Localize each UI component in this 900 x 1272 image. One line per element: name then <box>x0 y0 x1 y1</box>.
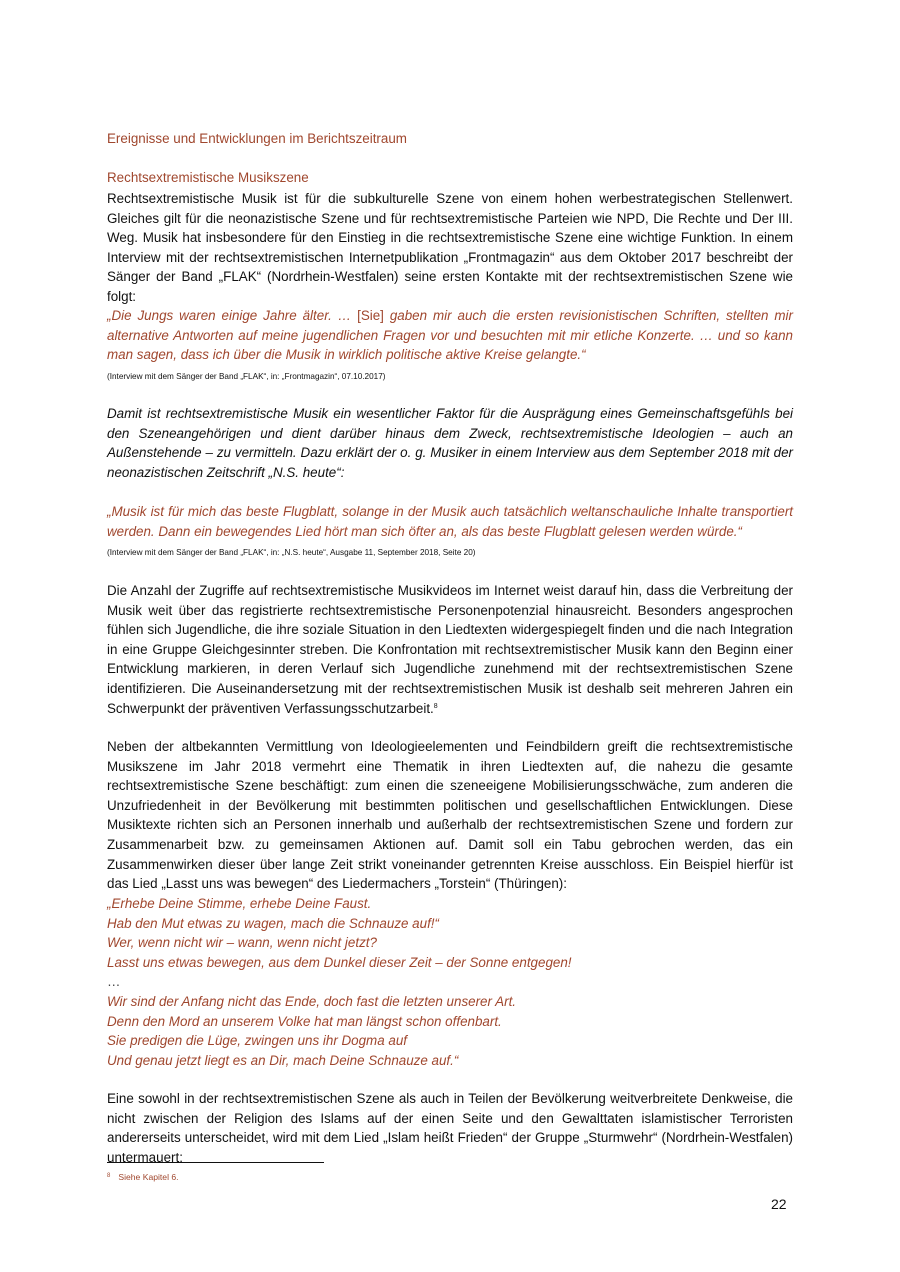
lyric-line: Hab den Mut etwas zu wagen, mach die Schnauze auf!“ <box>107 915 439 931</box>
lyric-line: „Erhebe Deine Stimme, erhebe Deine Faust. <box>107 896 372 911</box>
quote-part: gaben mir auch die ersten revisionistischen Schriften, stellten mir alternative Antworten auf meine jugendlichen Fragen vor und besuchten mit mir etliche Konzerte. … und so kann man sagen, dass ich über die Musik in wirklich politische aktive Kreise gelangte.“ <box>107 308 793 363</box>
footnote <box>107 1172 179 1182</box>
footnote-divider <box>107 1162 324 1163</box>
lyric-line: Wer, wenn nicht wir – wann, wenn nicht jetzt? <box>107 935 377 951</box>
paragraph-musikvideos <box>107 581 793 718</box>
footnote-reference[interactable]: 8 <box>433 702 438 710</box>
lyric-line: Denn den Mord an unserem Volke hat man längst schon offenbart. <box>107 1013 502 1029</box>
quote-ns-heute: „Musik ist für mich das beste Flugblatt, solange in der Musik auch tatsächlich weltanschauliche Inhalte transportiert werden. Dann ein bewegendes Lied hört man sich öfter an, als das beste Flugblatt gelesen werden würde.“ <box>107 504 793 539</box>
lyric-line: Wir sind der Anfang nicht das Ende, doch fast die letzten unserer Art. <box>107 993 517 1009</box>
quote-insert: [Sie] <box>357 308 384 323</box>
paragraph-thematik: Neben der altbekannten Vermittlung von Ideologieelementen und Feindbildern greift die rechtsextremistische Musikszene im Jahr 2018 vermehrt eine Thematik in ihren Liedtexten auf, die nahezu die gesamte rechtsextremistische Szene beschäftigt: zum einen die szeneeigene Mobilisierungsschwäche, zum anderen die Unzufriedenheit in der Bevölkerung mit bestimmten politischen und gesellschaftlichen Entwicklungen. Diese Musiktexte richten sich an Personen innerhalb und außerhalb der rechtsextremistischen Szene und fordern zur Zusammenarbeit bzw. zu gemeinsamen Aktionen auf. Damit soll ein Tabu gebrochen werden, das ein Zusammenwirken dieser über lange Zeit strikt voneinander getrennten Kreise ausschloss. Ein Beispiel hierfür ist das Lied „Lasst uns was bewegen“ des Liedermachers „Torstein“ (Thüringen): <box>107 739 793 892</box>
quote-frontmagazin <box>107 306 793 365</box>
quote-source: (Interview mit dem Sänger der Band „FLAK“, in: „N.S. heute“, Ausgabe 11, September 2018, Seite 20) <box>107 548 476 557</box>
lyric-line: Sie predigen die Lüge, zwingen uns ihr Dogma auf <box>107 1033 407 1049</box>
quote-part: „Die Jungs waren einige Jahre älter. … <box>107 308 352 323</box>
page-number: 22 <box>771 1196 787 1212</box>
footnote-text: Siehe Kapitel 6. <box>118 1172 179 1182</box>
lyric-line: Und genau jetzt liegt es an Dir, mach Deine Schnauze auf.“ <box>107 1052 459 1068</box>
paragraph-text: Die Anzahl der Zugriffe auf rechtsextremistische Musikvideos im Internet weist darauf hin, dass die Verbreitung der Musik weit über das registrierte rechtsextremistische Personenpotenzial hinausreicht. Besonders angesprochen fühlen sich Jugendliche, die ihre soziale Situation in den Liedtexten widergespiegelt finden und die nach Integration in eine Gruppe Gleichgesinnter streben. Die Konfrontation mit rechtsextremistischer Musik kann den Beginn einer Entwicklung markieren, in deren Verlauf sich Jugendliche zunehmend mit der rechtsextremistischen Szene identifizieren. Die Auseinandersetzung mit der rechtsextremistischen Musik ist deshalb seit mehreren Jahren ein Schwerpunkt der präventiven Verfassungsschutzarbeit. <box>107 583 793 716</box>
lyric-ellipsis: … <box>107 974 121 990</box>
song-lyrics <box>107 894 793 1070</box>
quote-source: (Interview mit dem Sänger der Band „FLAK“, in: „Frontmagazin“, 07.10.2017) <box>107 372 386 381</box>
paragraph-gemeinschaft: Damit ist rechtsextremistische Musik ein wesentlicher Faktor für die Ausprägung eines Gemeinschaftsgefühls bei den Szeneangehörigen und dient darüber hinaus dem Zweck, rechtsextremistische Ideologien – auch an Außenstehende – zu vermitteln. Dazu erklärt der o. g. Musiker in einem Interview aus dem September 2018 mit der neonazistischen Zeitschrift „N.S. heute“: <box>107 406 793 480</box>
paragraph-islam: Eine sowohl in der rechtsextremistischen Szene als auch in Teilen der Bevölkerung weitverbreitete Denkweise, die nicht zwischen der Religion des Islams auf der einen Seite und den Gewalttaten islamistischer Terroristen andererseits unterscheidet, wird mit dem Lied „Islam heißt Frieden“ der Gruppe „Sturmwehr“ (Nordrhein-Westfalen) untermauert: <box>107 1091 793 1165</box>
subsection-title: Rechtsextremistische Musikszene <box>107 170 309 185</box>
section-title: Ereignisse und Entwicklungen im Berichtszeitraum <box>107 131 407 146</box>
paragraph-intro: Rechtsextremistische Musik ist für die subkulturelle Szene von einem hohen werbestrategischen Stellenwert. Gleiches gilt für die neonazistische Szene und für rechtsextremistische Parteien wie NPD, Die Rechte und Der III. Weg. Musik hat insbesondere für den Einstieg in die rechtsextremistische Szene eine wichtige Funktion. In einem Interview mit der rechtsextremistischen Internetpublikation „Frontmagazin“ aus dem Oktober 2017 beschreibt der Sänger der Band „FLAK“ (Nordrhein-Westfalen) seine ersten Kontakte mit der rechtsextremistischen Szene wie folgt: <box>107 191 793 304</box>
footnote-number: 8 <box>107 1173 111 1179</box>
lyric-line: Lasst uns etwas bewegen, aus dem Dunkel dieser Zeit – der Sonne entgegen! <box>107 954 572 970</box>
